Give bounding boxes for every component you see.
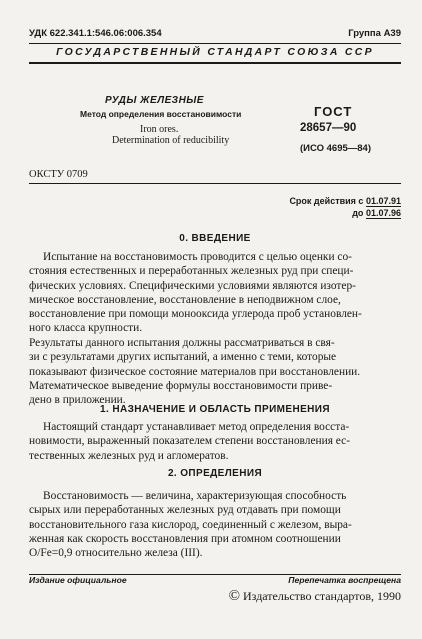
purpose-paragraph: Настоящий стандарт устанавливает метод определения восста- новимости, выраженный показателем степени восстановления ес- тественных железных руд и агломератов.: [29, 421, 350, 462]
official-edition: Издание официальное: [29, 575, 127, 585]
document-subtitle-ru: Метод определения восстановимости: [80, 109, 242, 119]
document-title-en: Iron ores.: [140, 124, 179, 135]
okstu-code: ОКСТУ 0709: [29, 169, 88, 180]
reprint-notice: Перепечатка воспрещена: [288, 575, 401, 585]
validity-to-date: 01.07.96: [365, 208, 401, 218]
definitions-paragraph: Восстановимость — величина, характеризующая способность сырых или переработанных железных руд отдавать при помощи восстановительного газа кислород, соединенный с железом, выра- женная как скорость восстановления при атомном соотношении O/Fe=0,9 относительно железа (III).: [29, 490, 352, 560]
intro-paragraph-1: Испытание на восстановимость проводится с целью оценки со- стояния естественных и переработанных железных руд при специ- фических условиях. Специфическими условиями являются изотер- мическое восстановление, восстановление в неподвижном слое, восстановление при помощи монооксида углерода проб установлен- ного класса крупности.: [29, 251, 362, 335]
intro-heading: 0. ВВЕДЕНИЕ: [179, 233, 251, 244]
intro-paragraph-3: Математическое выведение формулы восстановимости приве- дено в приложении.: [29, 380, 333, 407]
document-title-ru: РУДЫ ЖЕЛЕЗНЫЕ: [105, 95, 204, 106]
document-subtitle-en: Determination of reducibility: [112, 135, 230, 146]
definitions-heading: 2. ОПРЕДЕЛЕНИЯ: [167, 468, 263, 479]
standard-title: ГОСУДАРСТВЕННЫЙ СТАНДАРТ СОЮЗА ССР: [56, 47, 374, 58]
gost-number: 28657—90: [300, 122, 357, 134]
copyright-icon: ©: [228, 588, 240, 604]
validity-from-label: Срок действия с: [289, 196, 364, 206]
publisher-line: [229, 588, 401, 605]
validity-to: [352, 208, 401, 218]
publisher-name: Издательство стандартов, 1990: [243, 589, 401, 603]
validity-to-label: до: [352, 208, 364, 218]
udk-code: УДК 622.341.1:546.06:006.354: [29, 28, 162, 39]
gost-label: ГОСТ: [314, 104, 353, 119]
intro-paragraph-2: Результаты данного испытания должны рассматриваться в свя- зи с результатами других испытаний, а именно с теми, которые показывают физическое состояние материалов при восстановлении.: [29, 337, 361, 378]
group-code: Группа А39: [348, 28, 401, 39]
header-rule-bottom: [29, 62, 401, 64]
iso-reference: (ИСО 4695—84): [300, 143, 372, 154]
purpose-heading: 1. НАЗНАЧЕНИЕ И ОБЛАСТЬ ПРИМЕНЕНИЯ: [100, 404, 330, 415]
header-rule-top: [29, 43, 401, 44]
validity-from-date: 01.07.91: [365, 196, 401, 206]
validity-from: [289, 196, 401, 206]
okstu-rule: [29, 183, 401, 184]
